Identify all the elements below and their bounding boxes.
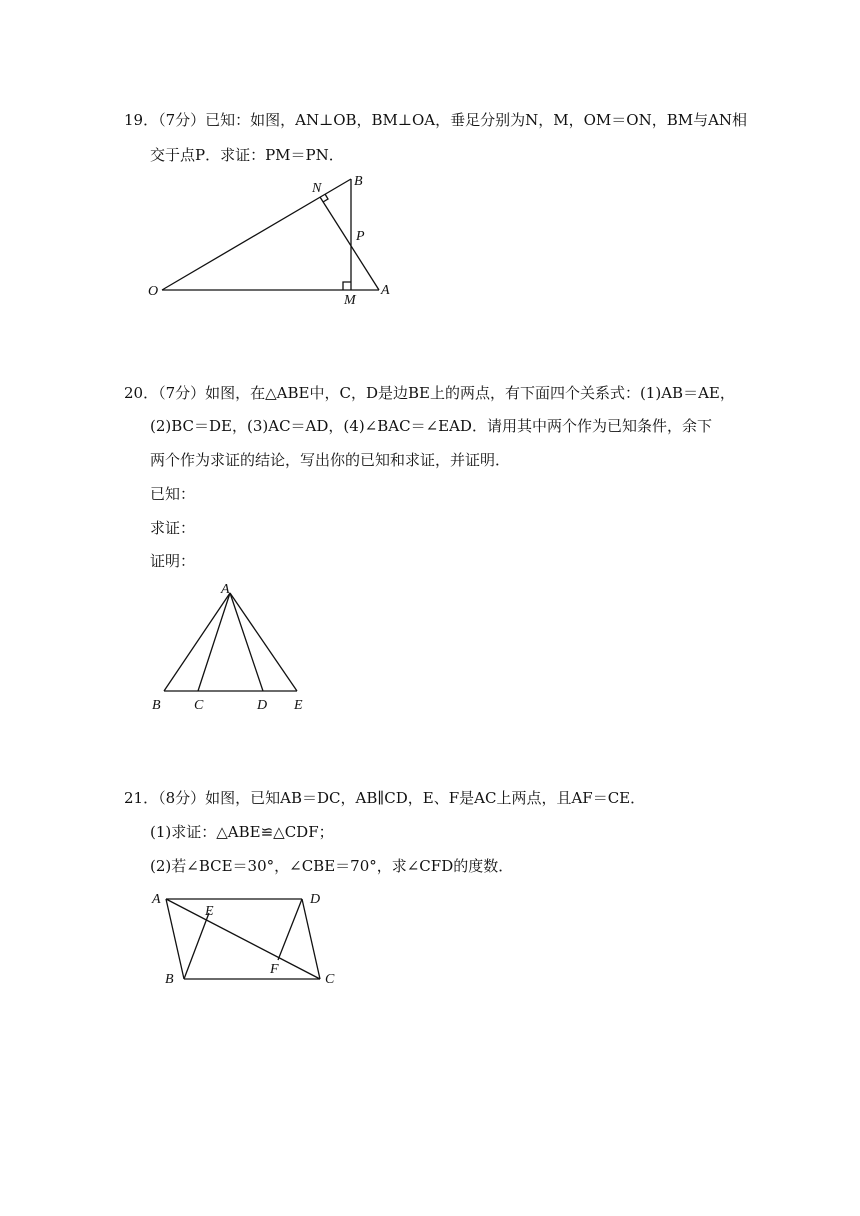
q21-number: 21． [124, 789, 159, 807]
q19-label-N: N [312, 181, 322, 196]
q19-label-A: A [381, 283, 390, 298]
q20-known-label: 已知： [150, 485, 196, 503]
q21-points: （8分） [158, 789, 206, 807]
q20-line2: (2)BC＝DE，(3)AC＝AD，(4)∠BAC＝∠EAD．请用其中两个作为已知条件，余下 [150, 417, 712, 435]
q20-line3: 两个作为求证的结论，写出你的已知和求证，并证明． [150, 451, 511, 469]
q20-label-E: E [294, 698, 303, 713]
q21-segment-DC [302, 899, 320, 979]
q20-points: （7分） [158, 384, 206, 402]
q20-label-A: A [221, 582, 230, 597]
q21-text-line1: 如图，已知AB＝DC，AB∥CD，E、F是AC上两点，且AF＝CE． [205, 789, 646, 807]
q19-number: 19． [124, 111, 159, 129]
q21-label-B: B [165, 972, 174, 987]
q21-label-D: D [310, 892, 321, 907]
q19-label-M: M [344, 293, 356, 308]
q20-text-line1: 如图，在△ABE中，C，D是边BE上的两点，有下面四个关系式：(1)AB＝AE， [205, 384, 735, 402]
q19-line2: 交于点P．求证：PM＝PN． [150, 146, 344, 164]
q19-label-O: O [148, 284, 159, 299]
q21-segment-BE [184, 913, 209, 979]
q21-part1: (1)求证：△ABE≌△CDF； [150, 823, 334, 841]
q20-label-D: D [257, 698, 268, 713]
q21-part2: (2)若∠BCE＝30°，∠CBE＝70°，求∠CFD的度数． [150, 857, 514, 875]
q21-label-A: A [152, 892, 161, 907]
q19-text-line1: 已知：如图，AN⊥OB，BM⊥OA，垂足分别为N，M，OM＝ON，BM与AN相 [205, 111, 748, 129]
q21-label-F: F [270, 962, 279, 977]
q21-label-C: C [325, 972, 335, 987]
q20-label-B: B [152, 698, 161, 713]
q20-proof-label: 证明： [150, 552, 196, 570]
q19-points: （7分） [158, 111, 206, 129]
q21-segment-AB [166, 899, 184, 979]
q19-label-B: B [354, 174, 363, 189]
q21-segment-DF [278, 899, 302, 960]
q21-label-E: E [205, 904, 214, 919]
q19-label-P: P [356, 229, 365, 244]
q20-number: 20． [124, 384, 159, 402]
q20-label-C: C [194, 698, 204, 713]
q20-prove-label: 求证： [150, 519, 196, 537]
